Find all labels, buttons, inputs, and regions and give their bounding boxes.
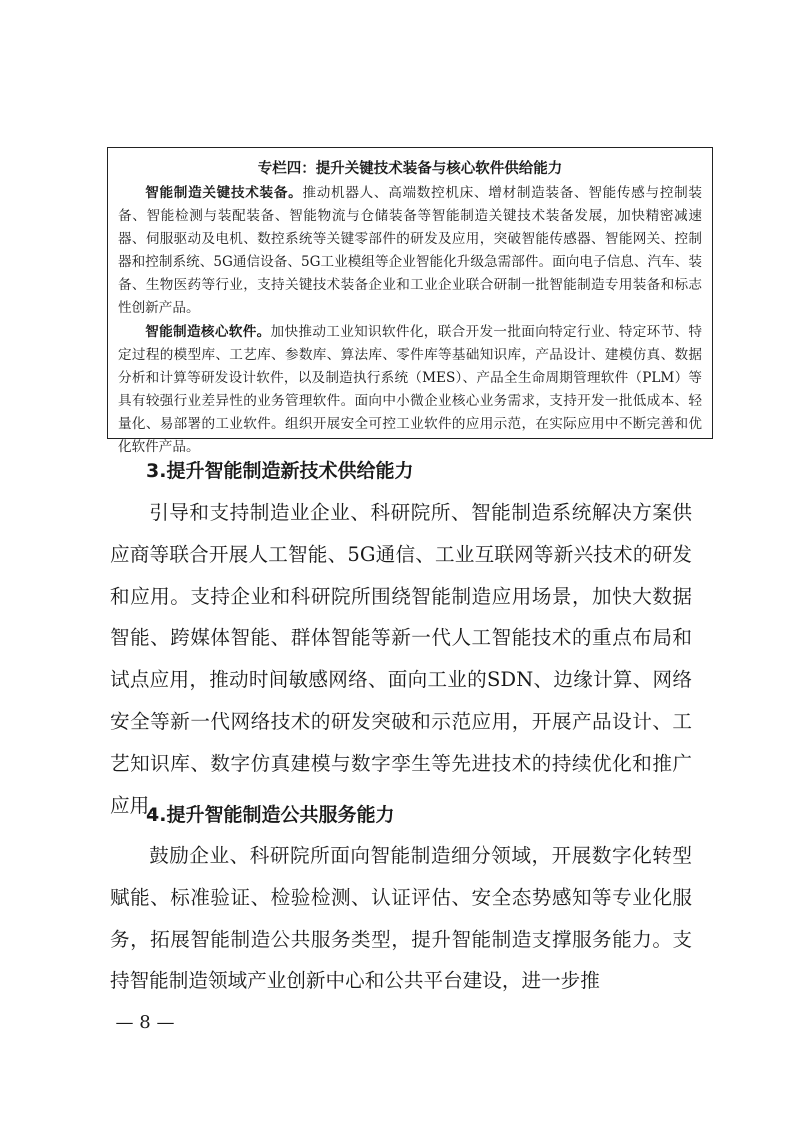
column-item-text: 加快推动工业知识软件化，联合开发一批面向特定行业、特定环节、特定过程的模型库、工艺库、参数库、算法库、零件库等基础知识库，产品设计、建模仿真、数据分析和计算等研发设计软件，以及制造执行系统（MES）、产品全生命周期管理软件（PLM）等具有较强行业差异性的业务管理软件。面向中小微企业核心业务需求，支持开发一批低成本、轻量化、易部署的工业软件。组织开展安全可控工业软件的应用示范，在实际应用中不断完善和优化软件产品。 [118,323,702,456]
section-body-4: 鼓励企业、科研院所面向智能制造细分领域，开展数字化转型赋能、标准验证、检验检测、认证评估、安全态势感知等专业化服务，拓展智能制造公共服务类型，提升智能制造支撑服务能力。支持智能制造领域产业创新中心和公共平台建设，进一步推 [110,844,692,993]
page-number: — 8 — [115,1012,175,1033]
column-item-equipment [118,182,702,321]
column-box-title: 专栏四：提升关键技术装备与核心软件供给能力 [257,161,563,177]
section-heading-3: 3.提升智能制造新技术供给能力 [146,460,414,482]
column-item-lead: 智能制造核心软件。 [145,323,271,340]
column-box [107,147,713,456]
column-item-text: 推动机器人、高端数控机床、增材制造装备、智能传感与控制装备、智能检测与装配装备、智能物流与仓储装备等智能制造关键技术装备发展，加快精密减速器、伺服驱动及电机、数控系统等关键零部件的研发及应用，突破智能传感器、智能网关、控制器和控制系统、5G通信设备、5G工业模组等企业智能化升级急需部件。面向电子信息、汽车、装备、生物医药等行业，支持关键技术装备企业和工业企业联合研制一批智能制造专用装备和标志性创新产品。 [118,185,703,317]
column-item-lead: 智能制造关键技术装备。 [145,185,303,201]
column-item-software [118,321,702,460]
section-body-3: 引导和支持制造业企业、科研院所、智能制造系统解决方案供应商等联合开展人工智能、5G通信、工业互联网等新兴技术的研发和应用。支持企业和科研院所围绕智能制造应用场景，加快大数据智能、跨媒体智能、群体智能等新一代人工智能技术的重点布局和试点应用，推动时间敏感网络、面向工业的SDN、边缘计算、网络安全等新一代网络技术的研发突破和示范应用，开展产品设计、工艺知识库、数字仿真建模与数字孪生等先进技术的持续优化和推广应用。 [110,501,692,817]
section-heading-4: 4.提升智能制造公共服务能力 [146,804,395,826]
